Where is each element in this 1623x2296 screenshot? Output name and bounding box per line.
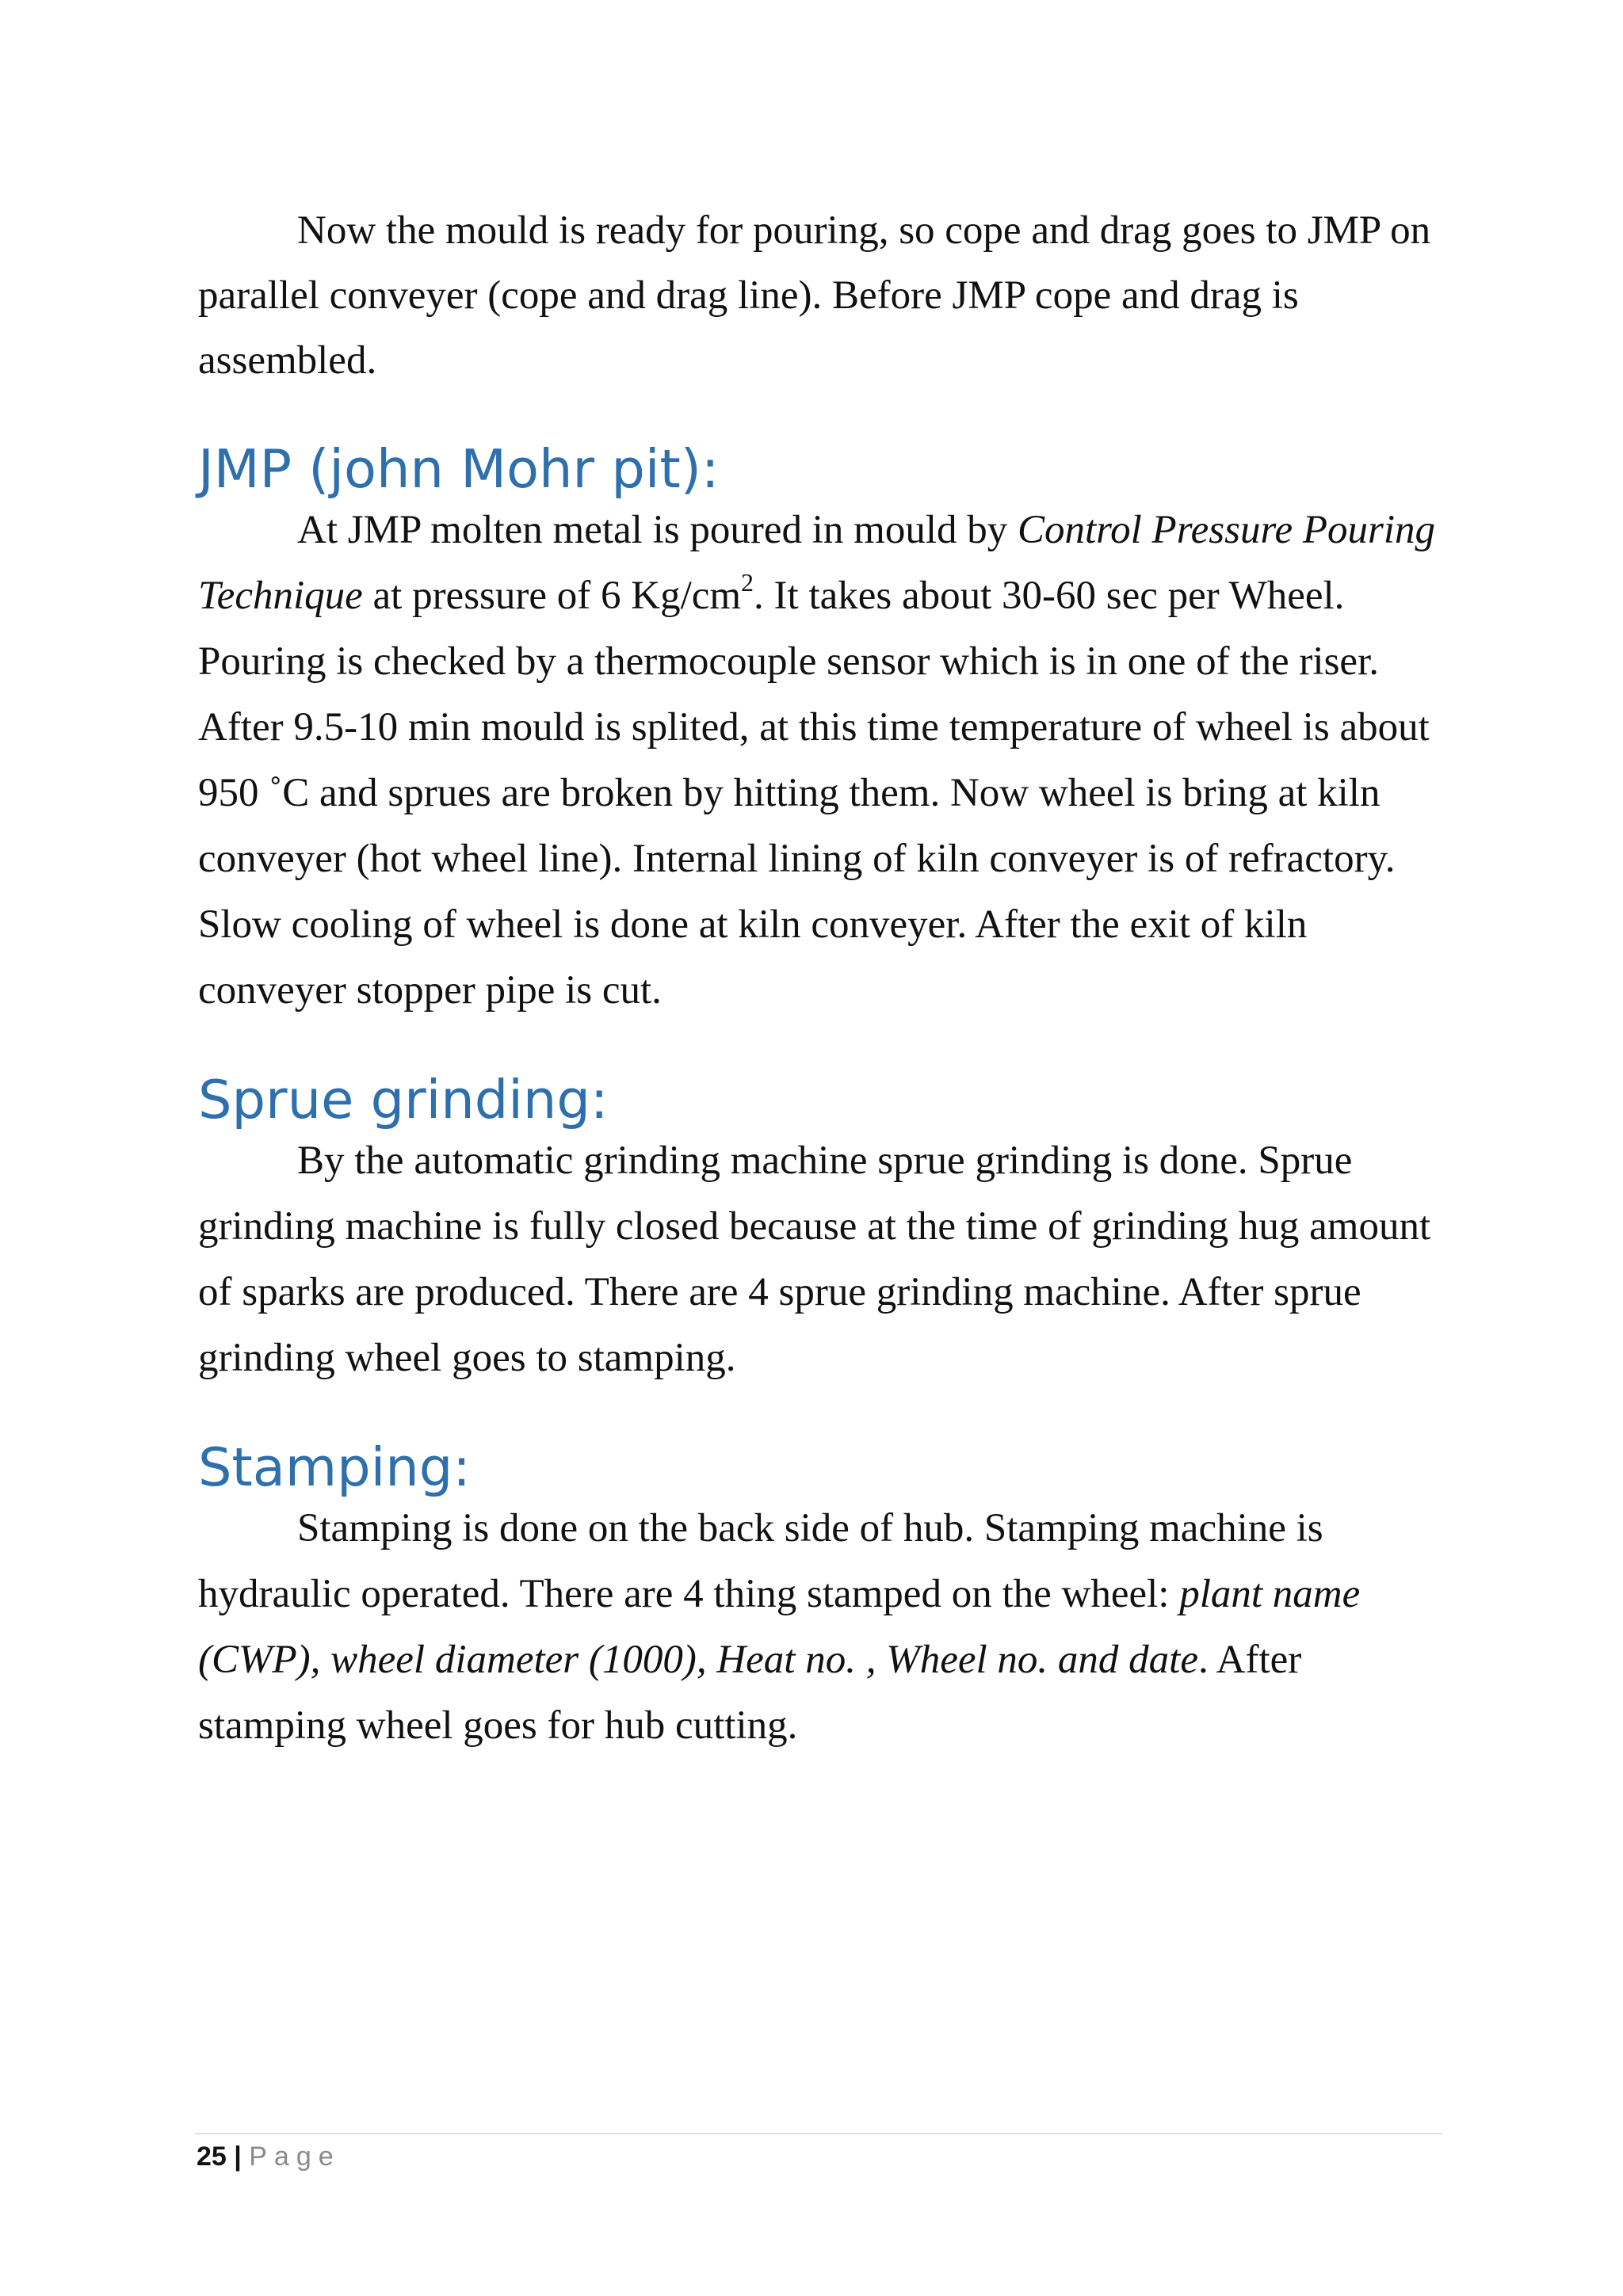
- jmp-text-2: at pressure of 6 Kg/cm: [362, 574, 742, 618]
- jmp-technique: Control Pressure Pouring Technique: [198, 508, 1436, 618]
- sprue-grinding-paragraph: By the automatic grinding machine sprue grinding is done. Sprue grinding machine is fully closed because at the time of grinding hug amount of sparks are produced. There are 4 sprue grinding machine. After sprue grinding wheel goes to stamping.: [198, 1138, 1431, 1380]
- intro-paragraph: Now the mould is ready for pouring, so cope and drag goes to JMP on parallel conveyer (cope and drag line). Before JMP cope and drag is assembled.: [198, 208, 1431, 383]
- stamping-text-1: Stamping is done on the back side of hub. Stamping machine is hydraulic operated. There are 4 thing stamped on the wheel:: [198, 1506, 1323, 1616]
- stamping-paragraph: [198, 1496, 1442, 1759]
- footer-divider: [195, 2133, 1442, 2134]
- jmp-heading: JMP (john Mohr pit):: [198, 438, 720, 500]
- sprue-grinding-heading: Sprue grinding:: [198, 1069, 609, 1131]
- jmp-text-1: At JMP molten metal is poured in mould by: [297, 508, 1018, 552]
- page-label: Page: [249, 2142, 341, 2172]
- page-content: [198, 198, 1442, 1759]
- stamping-text-2: . After stamping wheel goes for hub cutting.: [198, 1638, 1302, 1748]
- jmp-superscript: 2: [741, 568, 754, 597]
- stamping-items: plant name (CWP), wheel diameter (1000), Heat no. , Wheel no. and date: [198, 1572, 1361, 1682]
- jmp-text-3: . It takes about 30-60 sec per Wheel. Pouring is checked by a thermocouple sensor which is in one of the riser. After 9.5-10 min mould is splited, at this time temperature of wheel is about 950 ˚C and sprues are broken by hitting them. Now wheel is bring at kiln conveyer (hot wheel line). Internal lining of kiln conveyer is of refractory. Slow cooling of wheel is done at kiln conveyer. After the exit of kiln conveyer stopper pipe is cut.: [198, 574, 1430, 1013]
- page-number: 25: [197, 2142, 227, 2172]
- page-footer: [197, 2139, 341, 2174]
- footer-separator: |: [234, 2142, 242, 2172]
- jmp-paragraph: [198, 498, 1442, 1024]
- stamping-heading: Stamping:: [198, 1436, 471, 1498]
